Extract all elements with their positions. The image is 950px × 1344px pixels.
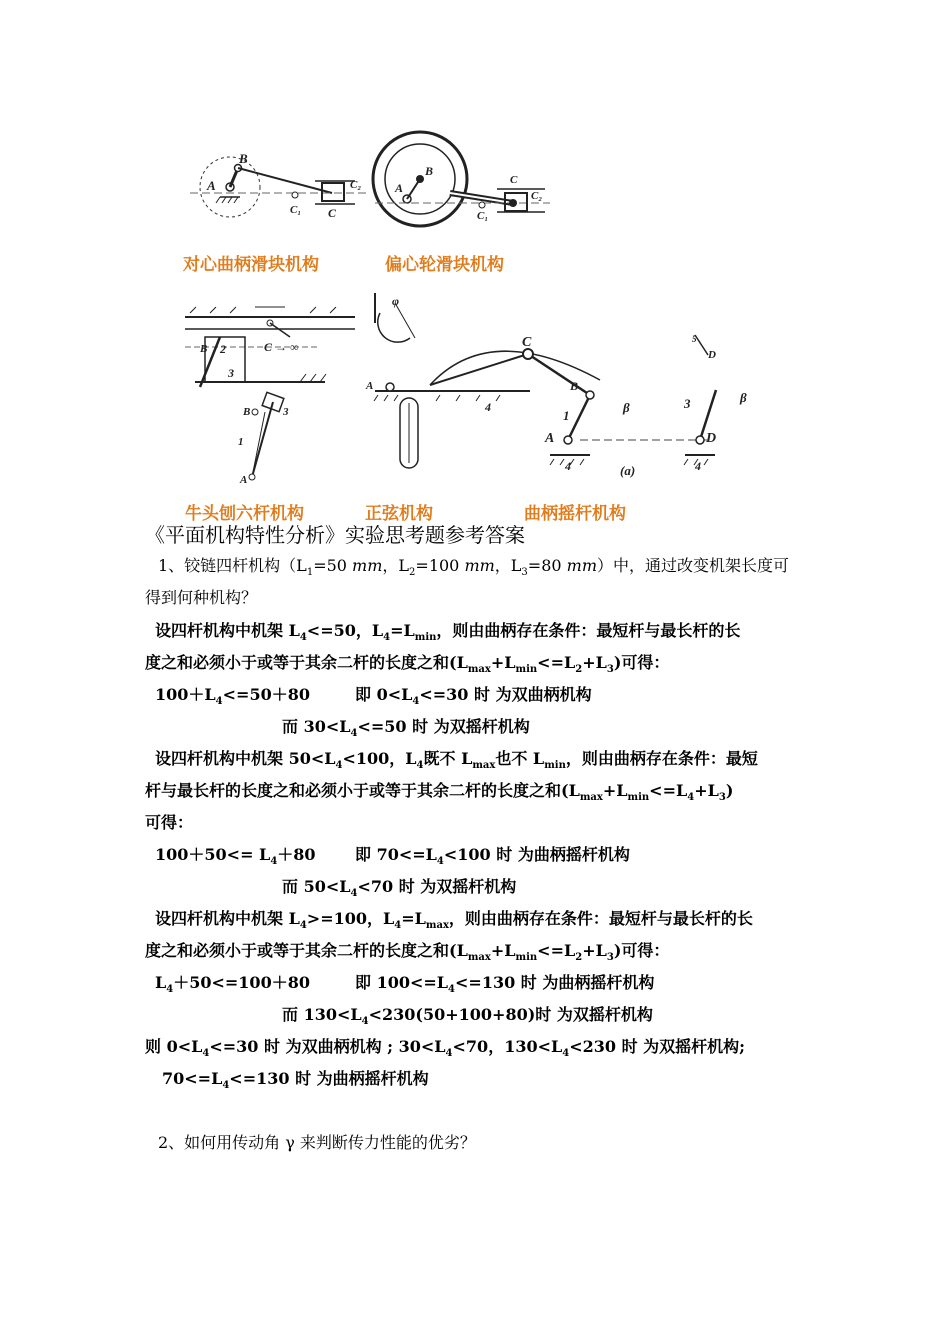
- label-A: A: [545, 431, 555, 446]
- para-2-line-3: 可得：: [145, 813, 194, 832]
- label-D: D: [708, 349, 716, 361]
- document-title: 《平面机构特性分析》实验思考题参考答案: [145, 523, 525, 547]
- slider-crank-figure: [180, 135, 380, 230]
- label-beta: β: [623, 400, 630, 415]
- label-B: B: [200, 343, 208, 355]
- label-B: B: [570, 379, 579, 393]
- label-A: A: [207, 178, 216, 193]
- label-one: 1: [563, 408, 570, 423]
- eq-5-left: $L_4+50<=100+80$: [155, 973, 310, 996]
- eq-1-right: 即 $0<L_4<=30$ 时 为双曲柄机构: [355, 685, 592, 708]
- label-C: C: [328, 206, 337, 220]
- para-1-line-2: 度之和必须小于或等于其余二杆的长度之和$(L_{max}+L_{min}<=L_2+L_3)$可得：: [145, 653, 670, 676]
- question-1-cont: 得到何种机构？: [145, 588, 258, 607]
- question-1: 1、铰链四杆机构（$L_1=50$ mm，$L_2=100$ mm，$L_3=80$ mm）中，通过改变机架长度可: [158, 556, 790, 579]
- para-1-line-1: 设四杆机构中机架 $L_4<=50$，$L_4=L_{min}$，则由曲柄存在条件：最短杆与最长杆的长: [155, 621, 741, 644]
- label-four: 4: [565, 459, 571, 473]
- caption-centric-slider-crank: 对心曲柄滑块机构: [183, 255, 319, 275]
- label-A: A: [366, 380, 374, 392]
- eccentric-slider-figure: [365, 127, 555, 237]
- label-C1: C₁: [477, 210, 489, 222]
- label-A: A: [395, 181, 404, 195]
- label-A: A: [240, 474, 248, 486]
- crank-rocker-figure: [420, 330, 780, 490]
- label-four: 4: [485, 400, 491, 414]
- caption-sine-mechanism: 正弦机构: [365, 504, 433, 524]
- label-B: B: [239, 151, 248, 166]
- label-four: 4: [695, 459, 701, 473]
- para-2-line-1: 设四杆机构中机架 $50<L_4<100$，$L_4$既不 $L_{max}$也不 $L_{min}$，则由曲柄存在条件：最短: [155, 749, 758, 772]
- label-D: D: [706, 431, 717, 446]
- label-C2: C₂: [350, 179, 362, 191]
- label-phi: φ: [392, 294, 400, 308]
- para-3-line-2: 度之和必须小于或等于其余二杆的长度之和$(L_{max}+L_{min}<=L_2+L_3)$可得：: [145, 941, 670, 964]
- label-five: 5: [692, 334, 697, 344]
- summary-line-1: 则 $0<L_4<=30$ 时 为双曲柄机构 ; $30<L_4<70$，$130<L_4<230$ 时 为双摇杆机构;: [145, 1037, 746, 1060]
- caption-crank-rocker: 曲柄摇杆机构: [524, 504, 626, 524]
- eq-3-right: 即 $70<=L_4<100$ 时 为曲柄摇杆机构: [355, 845, 630, 868]
- label-three: 3: [228, 366, 234, 380]
- label-C: C: [522, 335, 532, 350]
- shaper-six-bar-figure: [180, 297, 365, 487]
- eq-2: 而 $30<L_4<=50$ 时 为双摇杆机构: [282, 717, 530, 740]
- eq-4: 而 $50<L_4<70$ 时 为双摇杆机构: [282, 877, 517, 900]
- eq-1-left: $100+L_4<=50+80$: [155, 685, 310, 708]
- label-two: 2: [220, 342, 226, 356]
- label-three: 3: [283, 406, 289, 418]
- para-3-line-1: 设四杆机构中机架 $L_4>=100$，$L_4=L_{max}$，则由曲柄存在条件：最短杆与最长杆的长: [155, 909, 753, 932]
- eq-3-left: $100+50<= L_4+80$: [155, 845, 316, 868]
- caption-eccentric-slider: 偏心轮滑块机构: [385, 255, 504, 275]
- summary-line-2: $70<=L_4<=130$ 时 为曲柄摇杆机构: [162, 1069, 429, 1092]
- label-beta: β: [740, 390, 747, 405]
- para-2-line-2: 杆与最长杆的长度之和必须小于或等于其余二杆的长度之和$(L_{max}+L_{min}<=L_4+L_3)$: [145, 781, 734, 804]
- label-three: 3: [684, 396, 691, 411]
- label-one: 1: [238, 436, 244, 448]
- label-infinity: C → ∞: [264, 340, 299, 354]
- label-C: C: [510, 174, 518, 186]
- caption-shaper-six-bar: 牛头刨六杆机构: [185, 504, 304, 524]
- eq-5-right: 即 $100<=L_4<=130$ 时 为曲柄摇杆机构: [355, 973, 655, 996]
- label-a: (a): [620, 463, 636, 478]
- label-B: B: [243, 406, 251, 418]
- question-2: 2、如何用传动角 γ 来判断传力性能的优劣？: [158, 1133, 476, 1152]
- label-C2: C₂: [531, 190, 543, 202]
- label-C1: C₁: [290, 204, 302, 216]
- label-B: B: [425, 164, 434, 178]
- eq-6: 而 $130<L_4<230(50+100+80)$时 为双摇杆机构: [282, 1005, 653, 1028]
